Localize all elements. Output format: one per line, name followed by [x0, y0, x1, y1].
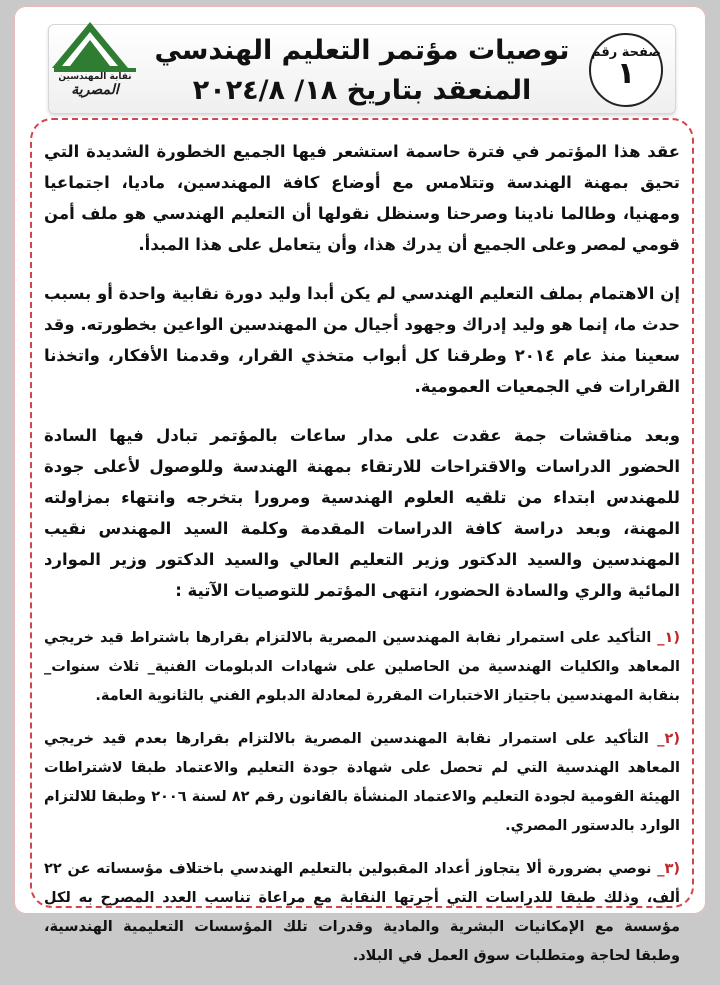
recommendation-text: التأكيد على استمرار نقابة المهندسين المصرية بالالتزام بقرارها بعدم قيد خريجي المعاهد الهندسية التي لم تحصل على شهادة جودة التعليم والاعتماد طبقا لاشتراطات الهيئة القومية لجودة التعليم والاعتماد المنشأة بالقانون رقم ٨٢ لسنة ٢٠٠٦ وطبقا للالتزام الوارد بالدستور المصري. [44, 731, 680, 834]
paragraph-intro: عقد هذا المؤتمر في فترة حاسمة استشعر فيها الجميع الخطورة الشديدة التي تحيق بمهنة الهندسة وتتلامس مع أوضاع كافة المهندسين، ماديا، اجتماعيا ومهنيا، وطالما نادينا وصرحنا وسنظل نقولها أن التعليم الهندسي هو ملف أمن قومي لمصر وعلى الجميع أن يدرك هذا، وأن يتعامل على هذا المبدأ. [44, 142, 680, 254]
pyramid-logo-icon [50, 20, 140, 80]
recommendation-text: التأكيد على استمرار نقابة المهندسين المصرية بالالتزام بقرارها باشتراط قيد خريجي المعاهد والكليات الهندسية من الحاصلين على شهادات الدبلومات الفنية_ ثلاث سنوات_ بنقابة المهندسين باجتياز الاختبارات المقررة لمعادلة الدبلوم الفني بالثانوية العامة. [44, 630, 680, 704]
logo-text-line2: المصرية [71, 82, 119, 98]
document-title: توصيات مؤتمر التعليم الهندسي [154, 35, 570, 66]
page-number: ١ [616, 56, 636, 91]
recommendation-number: (٢_ [657, 731, 680, 747]
syndicate-logo [50, 20, 140, 98]
recommendation-number: (٣_ [657, 861, 680, 877]
page-number-label: صفحة رقم [591, 45, 661, 60]
recommendation-item [44, 624, 680, 711]
paragraph-discussion: وبعد مناقشات جمة عقدت على مدار ساعات بالمؤتمر تبادل فيها السادة الحضور الدراسات والاقتراحات للارتقاء بمهنة الهندسة وللوصول لأعلى جودة للمهندس ابتداء من تلقيه العلوم الهندسية ومرورا بتخرجه وانتهاء بمزاولته المهنة، وبعد دراسة كافة الدراسات المقدمة وكلمة السيد المهندس نقيب المهندسين والسيد الدكتور وزير التعليم العالي والسيد الدكتور وزير الموارد المائية والري والسادة الحضور، انتهى المؤتمر للتوصيات الآتية : [44, 426, 680, 600]
recommendation-item [44, 855, 680, 971]
paragraph-history: إن الاهتمام بملف التعليم الهندسي لم يكن أبدا وليد دورة نقابية واحدة أو بسبب حدث ما، إنما هو وليد إدراك وجهود أجيال من المهندسين الواعين بخطورته. وقد سعينا منذ عام ٢٠١٤ وطرقنا كل أبواب متخذي القرار، وقدمنا الأفكار، واتخذنا القرارات في الجمعيات العمومية. [44, 284, 680, 396]
header-box [48, 24, 676, 114]
recommendation-item [44, 725, 680, 841]
document-date-line: المنعقد بتاريخ ١٨/ ٢٠٢٤/٨ [192, 75, 532, 106]
document-body [44, 136, 680, 985]
page-number-badge [589, 33, 663, 107]
logo-text-line1: نقابة المهندسين [58, 72, 132, 82]
recommendation-number: (١_ [657, 630, 680, 646]
document-page [14, 6, 706, 964]
recommendation-text: نوصي بضرورة ألا يتجاوز أعداد المقبولين بالتعليم الهندسي باختلاف مؤسساته عن ٢٢ ألف، وذلك طبقا للدراسات التي أجرتها النقابة مع مراعاة تناسب العدد المصرح به لكل مؤسسة مع الإمكانيات البشرية والمادية وقدرات تلك المؤسسات التعليمية الهندسية، وطبقا لحاجة ومتطلبات سوق العمل في البلاد. [44, 861, 680, 964]
